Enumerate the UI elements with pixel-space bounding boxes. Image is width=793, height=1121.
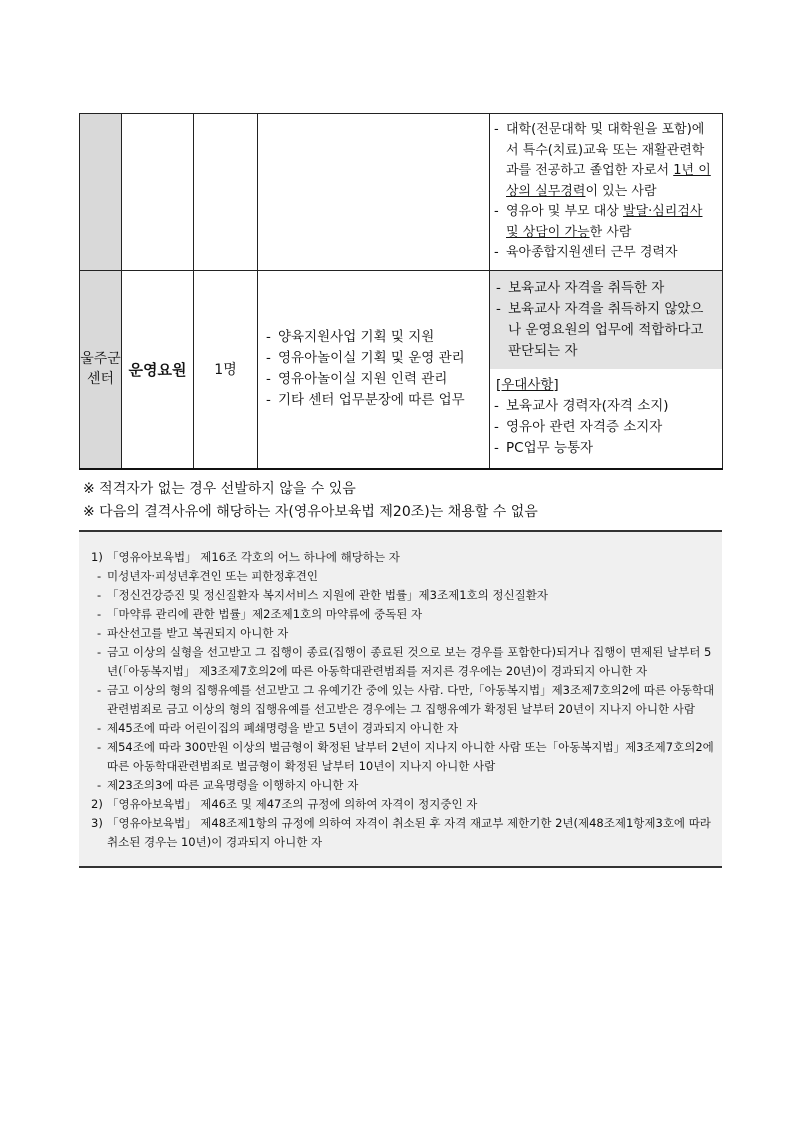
- disqualification-subitem: [91, 605, 716, 624]
- role-cell: [122, 114, 194, 271]
- qualification-item-text: 대학(전문대학 및 대학원을 포함)에서 특수(치료)교육 또는 재활관련학과를 전공하고 졸업한 자로서 1년 이상의 실무경력이 있는 사람: [506, 122, 711, 199]
- region-label: 울주군 센터: [80, 351, 121, 388]
- preferences-list: [494, 396, 716, 459]
- disqualification-subitems: [91, 567, 716, 795]
- qualification-item: [494, 243, 716, 264]
- duty-item: [266, 369, 485, 390]
- qualification-item-text: 육아종합지원센터 근무 경력자: [506, 245, 678, 261]
- qualification-item: [494, 202, 716, 243]
- subitem-text: 「마약류 관리에 관한 법률」제2조제1호의 마약류에 중독된 자: [107, 606, 423, 621]
- bullet-dash: -: [266, 392, 271, 409]
- disqualification-subitem: [91, 681, 716, 719]
- bullet-dash: -: [494, 398, 499, 414]
- count-cell: [194, 114, 258, 271]
- bullet-dash: -: [494, 204, 499, 220]
- item-number: 1): [91, 549, 103, 564]
- region-cell: [80, 114, 122, 271]
- preference-item-text: 영유아 관련 자격증 소지자: [506, 419, 663, 435]
- count-cell: [194, 271, 258, 469]
- duty-item: [266, 348, 485, 369]
- bullet-dash: -: [494, 440, 499, 456]
- table-row: [80, 114, 723, 271]
- bullet-dash: -: [97, 720, 102, 735]
- preference-item: [494, 417, 716, 438]
- disqualification-subitem: [91, 738, 716, 776]
- disqualification-item: [91, 795, 716, 814]
- bullet-dash: -: [97, 587, 102, 602]
- subitem-text: 제23조의3에 따른 교육명령을 이행하지 아니한 자: [107, 777, 359, 792]
- subitem-text: 파산선고를 받고 복권되지 아니한 자: [107, 625, 289, 640]
- bullet-dash: -: [494, 122, 499, 138]
- recruitment-table: [79, 113, 723, 470]
- preference-item: [494, 396, 716, 417]
- requirement-item-text: 보육교사 자격을 취득한 자: [508, 280, 665, 296]
- note-no-candidate: ※ 적격자가 없는 경우 선발하지 않을 수 있음: [83, 480, 356, 497]
- preference-item-text: 보육교사 경력자(자격 소지): [506, 398, 669, 414]
- table-row: [80, 271, 723, 469]
- disqualification-subitem: [91, 586, 716, 605]
- subitem-text: 미성년자·피성년후견인 또는 피한정후견인: [107, 568, 318, 583]
- duties-list: [262, 327, 485, 411]
- disqualification-item: [91, 548, 716, 567]
- duty-item-text: 영유아놀이실 지원 인력 관리: [278, 371, 448, 388]
- duties-cell: [258, 114, 490, 271]
- qualification-list: [490, 116, 722, 268]
- requirement-item-text: 보육교사 자격을 취득하지 않았으나 운영요원의 업무에 적합하다고 판단되는 자: [508, 301, 704, 359]
- disqualification-subitem: [91, 776, 716, 795]
- bullet-dash: -: [97, 606, 102, 621]
- item-number: 3): [91, 815, 103, 830]
- disqualification-box: [79, 530, 722, 868]
- bullet-dash: -: [97, 682, 102, 697]
- notes: [79, 478, 722, 524]
- subitem-text: 「정신건강증진 및 정신질환자 복지서비스 지원에 관한 법률」제3조제1호의 정신질환자: [107, 587, 548, 602]
- document-page: [79, 113, 722, 868]
- requirement-item: [496, 278, 716, 299]
- item-text: 「영유아보육법」 제16조 각호의 어느 하나에 해당하는 자: [107, 549, 400, 564]
- duty-item-text: 영유아놀이실 기획 및 운영 관리: [278, 350, 465, 367]
- disqualification-subitem: [91, 719, 716, 738]
- disqualification-subitem: [91, 643, 716, 681]
- preferences-block: [490, 369, 722, 464]
- qualification-item-text: 영유아 및 부모 대상 발달·심리검사 및 상담이 가능한 사람: [506, 204, 703, 240]
- disqualification-item: [91, 814, 716, 852]
- duty-item-text: 양육지원사업 기획 및 지원: [278, 329, 435, 346]
- bullet-dash: -: [266, 350, 271, 367]
- role-cell: [122, 271, 194, 469]
- preference-item: [494, 438, 716, 459]
- bullet-dash: -: [97, 644, 102, 659]
- subitem-text: 금고 이상의 실형을 선고받고 그 집행이 종료(집행이 종료된 것으로 보는 경우를 포함한다)되거나 집행이 면제된 날부터 5년(「아동복지법」 제3조제7호의2에 따른 아동학대관련범죄를 저지른 경우에는 20년)이 경과되지 아니한 자: [107, 644, 712, 678]
- headcount-label: 1명: [214, 362, 237, 379]
- subitem-text: 금고 이상의 형의 집행유예를 선고받고 그 유예기간 중에 있는 사람. 다만,「아동복지법」제3조제7호의2에 따른 아동학대관련범죄로 금고 이상의 형의 집행유예를 선고받은 경우에는 그 집행유예가 확정된 날부터 20년이 지나지 아니한 사람: [107, 682, 715, 716]
- duty-item: [266, 327, 485, 348]
- duties-cell: [258, 271, 490, 469]
- bullet-dash: -: [97, 777, 102, 792]
- note-disqualification: ※ 다음의 결격사유에 해당하는 자(영유아보육법 제20조)는 채용할 수 없음: [83, 503, 538, 520]
- item-number: 2): [91, 796, 103, 811]
- disqualification-subitem: [91, 567, 716, 586]
- item-text: 「영유아보육법」 제48조제1항의 규정에 의하여 자격이 취소된 후 자격 재교부 제한기한 2년(제48조제1항제3호에 따라 취소된 경우는 10년)이 경과되지 아니한 자: [107, 815, 711, 849]
- qualifications-cell: [490, 114, 723, 271]
- preferences-title: [우대사항]: [496, 377, 559, 393]
- item-text: 「영유아보육법」 제46조 및 제47조의 규정에 의하여 자격이 정지중인 자: [107, 796, 478, 811]
- disqualification-subitem: [91, 624, 716, 643]
- bullet-dash: -: [496, 280, 501, 296]
- bullet-dash: -: [494, 419, 499, 435]
- bullet-dash: -: [266, 371, 271, 388]
- subitem-text: 제45조에 따라 어린이집의 폐쇄명령을 받고 5년이 경과되지 아니한 자: [107, 720, 459, 735]
- qualification-item: [494, 120, 716, 202]
- preference-item-text: PC업무 능통자: [506, 440, 594, 456]
- requirements-list: [490, 271, 722, 369]
- bullet-dash: -: [496, 301, 501, 317]
- duty-item-text: 기타 센터 업무분장에 따른 업무: [278, 392, 465, 409]
- bullet-dash: -: [97, 568, 102, 583]
- role-label: 운영요원: [128, 360, 187, 379]
- region-cell: [80, 271, 122, 469]
- bullet-dash: -: [97, 739, 102, 754]
- bullet-dash: -: [494, 245, 499, 261]
- qualifications-cell: [490, 271, 723, 469]
- bullet-dash: -: [97, 625, 102, 640]
- bullet-dash: -: [266, 329, 271, 346]
- subitem-text: 제54조에 따라 300만원 이상의 벌금형이 확정된 날부터 2년이 지나지 아니한 사람 또는「아동복지법」제3조제7호의2에 따른 아동학대관련범죄로 벌금형이 확정된 날부터 10년이 지나지 아니한 사람: [107, 739, 714, 773]
- duty-item: [266, 390, 485, 411]
- requirement-item: [496, 299, 716, 362]
